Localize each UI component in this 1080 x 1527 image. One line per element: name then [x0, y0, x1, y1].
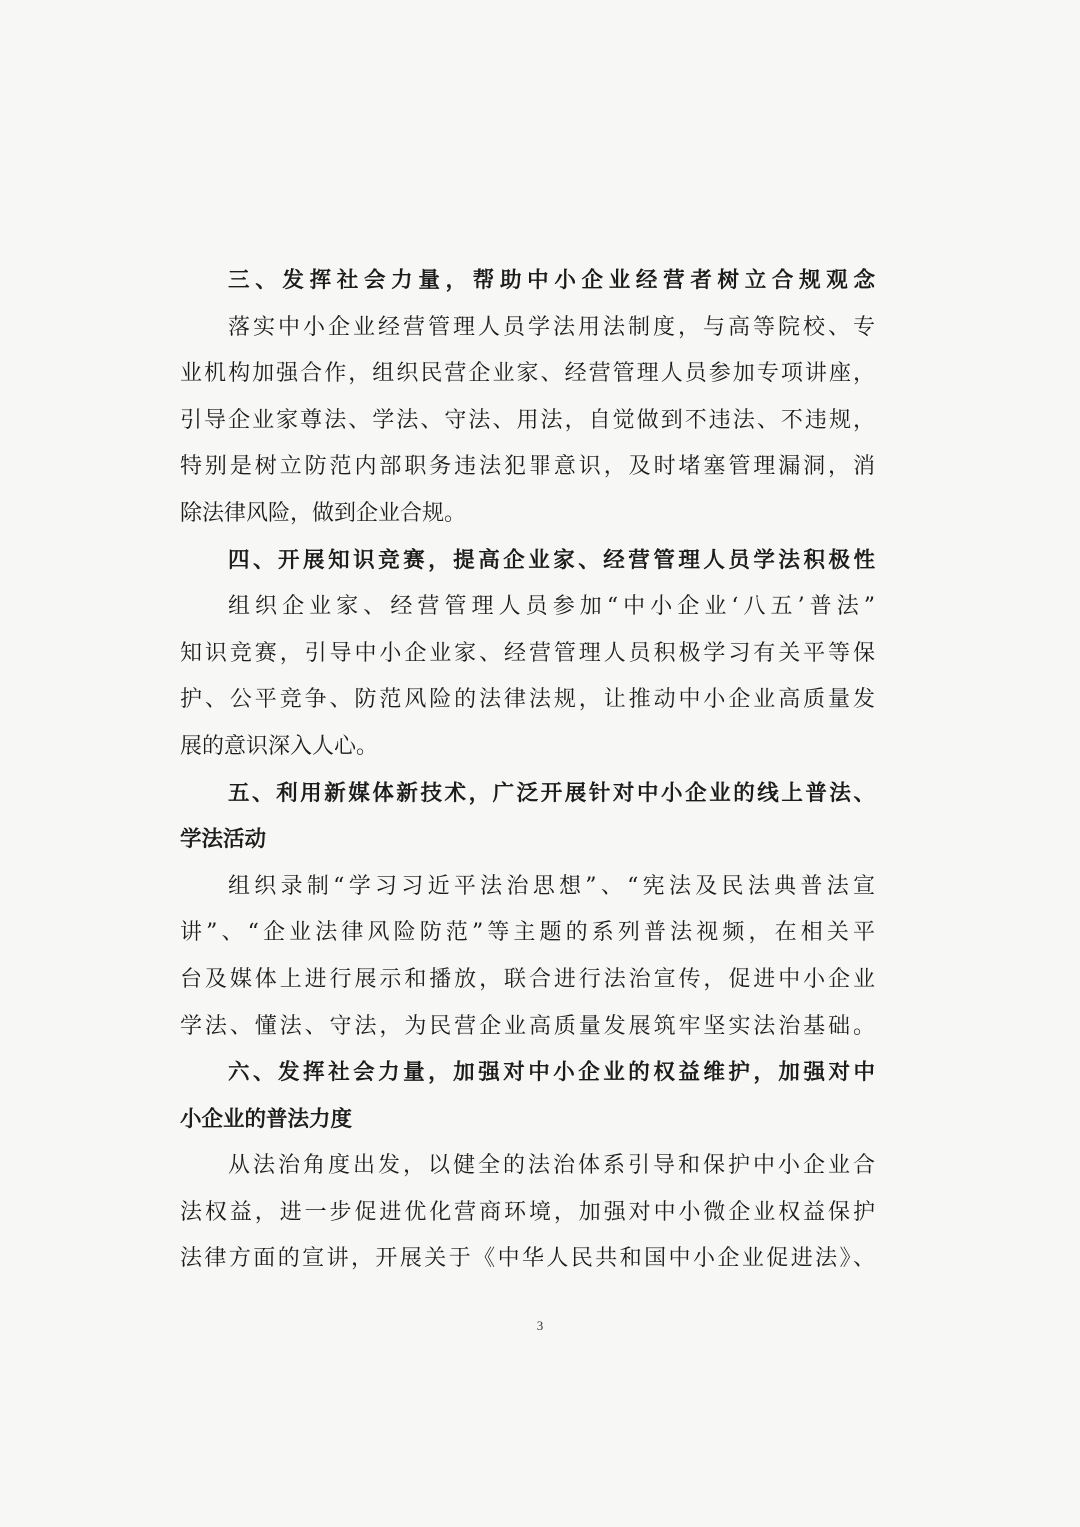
paragraph-line — [180, 584, 875, 631]
section-heading-line — [180, 258, 875, 305]
paragraph-line — [180, 864, 875, 911]
paragraph-line — [180, 1190, 875, 1237]
document-body — [180, 258, 875, 1283]
line-text: 四、开展知识竞赛，提高企业家、经营管理人员学法积极性 — [228, 547, 875, 573]
line-text: 讲”、“企业法律风险防范”等主题的系列普法视频，在相关平 — [180, 920, 875, 946]
line-text: 特别是树立防范内部职务违法犯罪意识，及时堵塞管理漏洞，消 — [180, 454, 875, 480]
section-heading-line — [180, 817, 875, 864]
paragraph-line — [180, 677, 875, 724]
line-text: 法律方面的宣讲，开展关于《中华人民共和国中小企业促进法》、 — [180, 1246, 875, 1272]
section-heading-line — [180, 771, 875, 818]
section-heading-line — [180, 1050, 875, 1097]
paragraph-line — [180, 1004, 875, 1051]
paragraph-line — [180, 305, 875, 352]
line-text: 学法、懂法、守法，为民营企业高质量发展筑牢坚实法治基础。 — [180, 1013, 875, 1039]
line-text: 引导企业家尊法、学法、守法、用法，自觉做到不违法、不违规， — [180, 407, 875, 433]
line-text: 六、发挥社会力量，加强对中小企业的权益维护，加强对中 — [228, 1060, 875, 1086]
paragraph-line — [180, 910, 875, 957]
line-text: 业机构加强合作，组织民营企业家、经营管理人员参加专项讲座， — [180, 361, 875, 387]
paragraph-line — [180, 398, 875, 445]
line-text: 从法治角度出发，以健全的法治体系引导和保护中小企业合 — [228, 1153, 875, 1179]
section-heading-line — [180, 1097, 875, 1144]
line-text: 小企业的普法力度 — [180, 1106, 353, 1132]
line-text: 法权益，进一步促进优化营商环境，加强对中小微企业权益保护 — [180, 1199, 875, 1225]
paragraph-line — [180, 444, 875, 491]
line-text: 知识竞赛，引导中小企业家、经营管理人员积极学习有关平等保 — [180, 640, 875, 666]
line-text: 展的意识深入人心。 — [180, 733, 379, 759]
line-text: 组织企业家、经营管理人员参加“中小企业‘八五’普法” — [228, 594, 875, 620]
line-text: 落实中小企业经营管理人员学法用法制度，与高等院校、专 — [228, 314, 875, 340]
paragraph-line — [180, 1236, 875, 1283]
line-text: 五、利用新媒体新技术，广泛开展针对中小企业的线上普法、 — [228, 780, 875, 806]
line-text: 三、发挥社会力量，帮助中小企业经营者树立合规观念 — [228, 268, 875, 293]
line-text: 护、公平竞争、防范风险的法律法规，让推动中小企业高质量发 — [180, 687, 875, 713]
paragraph-line — [180, 1143, 875, 1190]
paragraph-line — [180, 631, 875, 678]
paragraph-line — [180, 491, 875, 538]
page-number: 3 — [536, 1318, 544, 1333]
section-heading-line — [180, 538, 875, 585]
line-text: 台及媒体上进行展示和播放，联合进行法治宣传，促进中小企业 — [180, 966, 875, 992]
line-text: 除法律风险，做到企业合规。 — [180, 500, 467, 526]
paragraph-line — [180, 351, 875, 398]
line-text: 组织录制“学习习近平法治思想”、“宪法及民法典普法宣 — [228, 873, 875, 899]
line-text: 学法活动 — [180, 827, 267, 853]
paragraph-line — [180, 724, 875, 771]
paragraph-line — [180, 957, 875, 1004]
